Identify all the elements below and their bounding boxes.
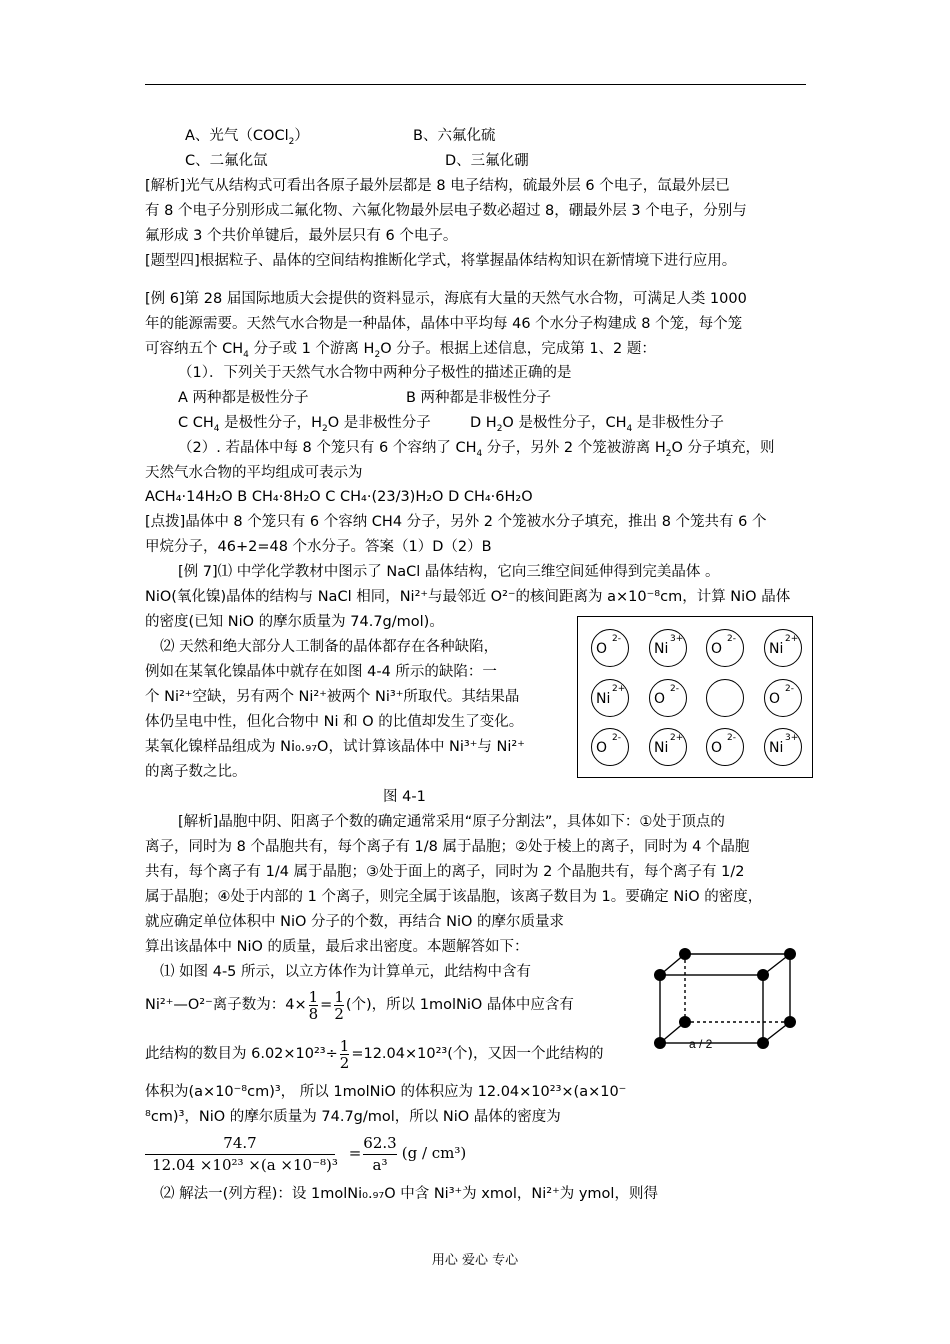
- option-a: A、光气（COCl$_2$）: [185, 128, 309, 147]
- ex7-part2: 的离子数之比。: [145, 764, 247, 780]
- formula-result-denominator: a³: [372, 1156, 388, 1174]
- ion-circle: Ni 2+: [649, 728, 687, 766]
- ion-circle: Ni 2+: [591, 679, 629, 717]
- ion-circle: O 2-: [706, 629, 744, 667]
- ion-circle: O 2-: [706, 728, 744, 766]
- formula-numerator: 74.7: [223, 1134, 257, 1152]
- ex6-question-2: （2）. 若晶体中每 8 个笼只有 6 个容纳了 $CH_4$ 分子，另外 2 个笼被游离 $H_2O$ 分子填充，则: [178, 440, 775, 459]
- ex7-line: NiO(氧化镍)晶体的结构与 NaCl 相同，Ni²⁺与最邻近 O²⁻的核间距离为 a×10⁻⁸cm，计算 NiO 晶体: [145, 589, 791, 605]
- ex7-line: [例 7]⑴ 中学化学教材中图示了 NaCl 晶体结构，它向三维空间延伸得到完美晶体 。: [178, 564, 720, 580]
- analysis-line: 有 8 个电子分别形成二氟化物、六氟化物最外层电子数必超过 8，硼最外层 3 个电子，分别与: [145, 203, 747, 219]
- analysis2-line: [解析]晶胞中阴、阳离子个数的确定通常采用“原子分割法”，具体如下：①处于顶点的: [178, 814, 725, 830]
- calc-line: ⁸cm)³，NiO 的摩尔质量为 74.7g/mol，所以 NiO 晶体的密度为: [145, 1109, 561, 1125]
- ex7-line: 的密度(已知 NiO 的摩尔质量为 74.7g/mol)。: [145, 614, 444, 630]
- analysis-line: [解析]光气从结构式可看出各原子最外层都是 8 电子结构，硫最外层 6 个电子，氙最外层已: [145, 178, 730, 194]
- analysis2-line: 共有，每个离子有 1/4 属于晶胞；③处于面上的离子，同时为 2 个晶胞共有，每个离子有 1/2: [145, 864, 745, 880]
- cube-vertex: [757, 969, 769, 981]
- ex6-question-1: （1）．下列关于天然气水合物中两种分子极性的描述正确的是: [178, 365, 572, 381]
- fraction: $\frac{1}{8}$: [308, 987, 319, 1023]
- cube-front-face: [660, 975, 763, 1043]
- analysis2-line: 就应确定单位体积中 NiO 分子的个数，再结合 NiO 的摩尔质量求: [145, 914, 565, 930]
- fraction: $\frac{1}{2}$: [334, 987, 344, 1023]
- cube-vertex: [654, 969, 666, 981]
- formula-result-numerator: 62.3: [363, 1134, 397, 1152]
- ex7-part2: 例如在某氧化镍晶体中就存在如图 4-4 所示的缺陷：一: [145, 664, 497, 680]
- calc-line: ⑵ 解法一(列方程)：设 1molNi₀.₉₇O 中含 Ni³⁺为 xmol，Ni²⁺为 ymol，则得: [160, 1186, 658, 1202]
- ion-circle: Ni 3+: [764, 728, 802, 766]
- analysis2-line: 属于晶胞；④处于内部的 1 个离子，则完全属于该晶胞，该离子数目为 1。要确定 NiO 的密度，: [145, 889, 763, 905]
- ex7-part2: 某氧化镍样品组成为 Ni₀.₉₇O，试计算该晶体中 Ni³⁺与 Ni²⁺: [145, 739, 525, 755]
- formula-unit: (g / cm³): [401, 1144, 467, 1162]
- nio-defect-figure: [577, 616, 813, 778]
- fraction: $\frac{1}{2}$: [339, 1036, 350, 1072]
- fraction-bar: [145, 1154, 335, 1155]
- ex7-part2: ⑵ 天然和绝大部分人工制备的晶体都存在各种缺陷，: [160, 639, 499, 655]
- cube-edge-label: a / 2: [689, 1037, 713, 1051]
- vacancy-circle: [706, 679, 744, 717]
- ion-circle: O 2-: [649, 679, 687, 717]
- cube-vertex: [679, 948, 691, 960]
- ion-circle: Ni 3+: [649, 629, 687, 667]
- cube-vertex: [679, 1016, 691, 1028]
- figure-caption: 图 4-1: [383, 789, 426, 805]
- ion-circle: O 2-: [764, 679, 802, 717]
- cube-vertex: [757, 1037, 769, 1049]
- analysis2-line: 算出该晶体中 NiO 的质量，最后求出密度。本题解答如下：: [145, 939, 529, 955]
- analysis-line: 氟形成 3 个共价单键后，最外层只有 6 个电子。: [145, 228, 458, 244]
- option-c: C、二氟化氙: [185, 153, 268, 169]
- option-d: D、三氟化硼: [445, 153, 529, 169]
- ex6-line: 天然气水合物的平均组成可表示为: [145, 465, 363, 481]
- ion-circle: O 2-: [591, 728, 629, 766]
- ex6-hint: 甲烷分子，46+2=48 个水分子。答案（1）D（2）B: [145, 539, 492, 555]
- analysis2-line: 离子，同时为 8 个晶胞共有，每个离子有 1/8 属于晶胞；②处于棱上的离子，同时为 4 个晶胞: [145, 839, 750, 855]
- fraction-bar: [363, 1154, 397, 1155]
- cube-figure: [645, 942, 805, 1082]
- ex6-q2-options: ACH₄·14H₂O B CH₄·8H₂O C CH₄·(23/3)H₂O D CH₄·6H₂O: [145, 489, 533, 505]
- cube-vertex: [784, 948, 796, 960]
- ex7-part2: 体仍呈电中性，但化合物中 Ni 和 O 的比值却发生了变化。: [145, 714, 524, 730]
- calc-line: 此结构的数目为 6.02×10²³÷ $\frac{1}{2}$ =12.04×10²³(个)，又因一个此结构的: [145, 1036, 604, 1072]
- ex6-line: 年的能源需要。天然气水合物是一种晶体，晶体中平均每 46 个水分子构建成 8 个笼，每个笼: [145, 316, 743, 332]
- page-footer: 用心 爱心 专心: [431, 1253, 519, 1268]
- ex6-q1-option-c: C $CH_4$ 是极性分子，$H_2O$ 是非极性分子: [178, 415, 431, 434]
- option-b: B、六氟化硫: [413, 128, 496, 144]
- ion-circle: O 2-: [591, 629, 629, 667]
- ex6-line: 可容纳五个 $CH_4$ 分子或 1 个游离 $H_2O$ 分子。根据上述信息，完成第 1、2 题：: [145, 341, 656, 360]
- formula-equals: =: [348, 1144, 362, 1162]
- ex7-part2: 个 Ni²⁺空缺，另有两个 Ni²⁺被两个 Ni³⁺所取代。其结果晶: [145, 689, 520, 705]
- cube-vertex: [654, 1037, 666, 1049]
- ex6-q1-option-b: B 两种都是非极性分子: [406, 390, 552, 406]
- ex6-hint: [点拨]晶体中 8 个笼只有 6 个容纳 CH4 分子，另外 2 个笼被水分子填充，推出 8 个笼共有 6 个: [145, 514, 767, 530]
- ex6-q1-option-d: D $H_2O$ 是极性分子，$CH_4$ 是非极性分子: [470, 415, 724, 434]
- calc-line: ⑴ 如图 4-5 所示，以立方体作为计算单元，此结构中含有: [160, 964, 532, 980]
- calc-line: Ni²⁺—O²⁻离子数为：4× $\frac{1}{8}$ = $\frac{1}{2}$ (个)，所以 1molNiO 晶体中应含有: [145, 987, 574, 1023]
- ion-circle: Ni 2+: [764, 629, 802, 667]
- cube-vertex: [784, 1016, 796, 1028]
- type4-heading: [题型四]根据粒子、晶体的空间结构推断化学式，将掌握晶体结构知识在新情境下进行应用。: [145, 253, 737, 269]
- header-rule: [145, 84, 806, 85]
- ex6-q1-option-a: A 两种都是极性分子: [178, 390, 309, 406]
- formula-denominator: 12.04 ×10²³ ×(a ×10⁻⁸)³: [152, 1156, 338, 1174]
- ex6-line: [例 6]第 28 届国际地质大会提供的资料显示，海底有大量的天然气水合物，可满足人类 1000: [145, 291, 747, 307]
- calc-line: 体积为(a×10⁻⁸cm)³， 所以 1molNiO 的体积应为 12.04×10²³×(a×10⁻: [145, 1084, 627, 1100]
